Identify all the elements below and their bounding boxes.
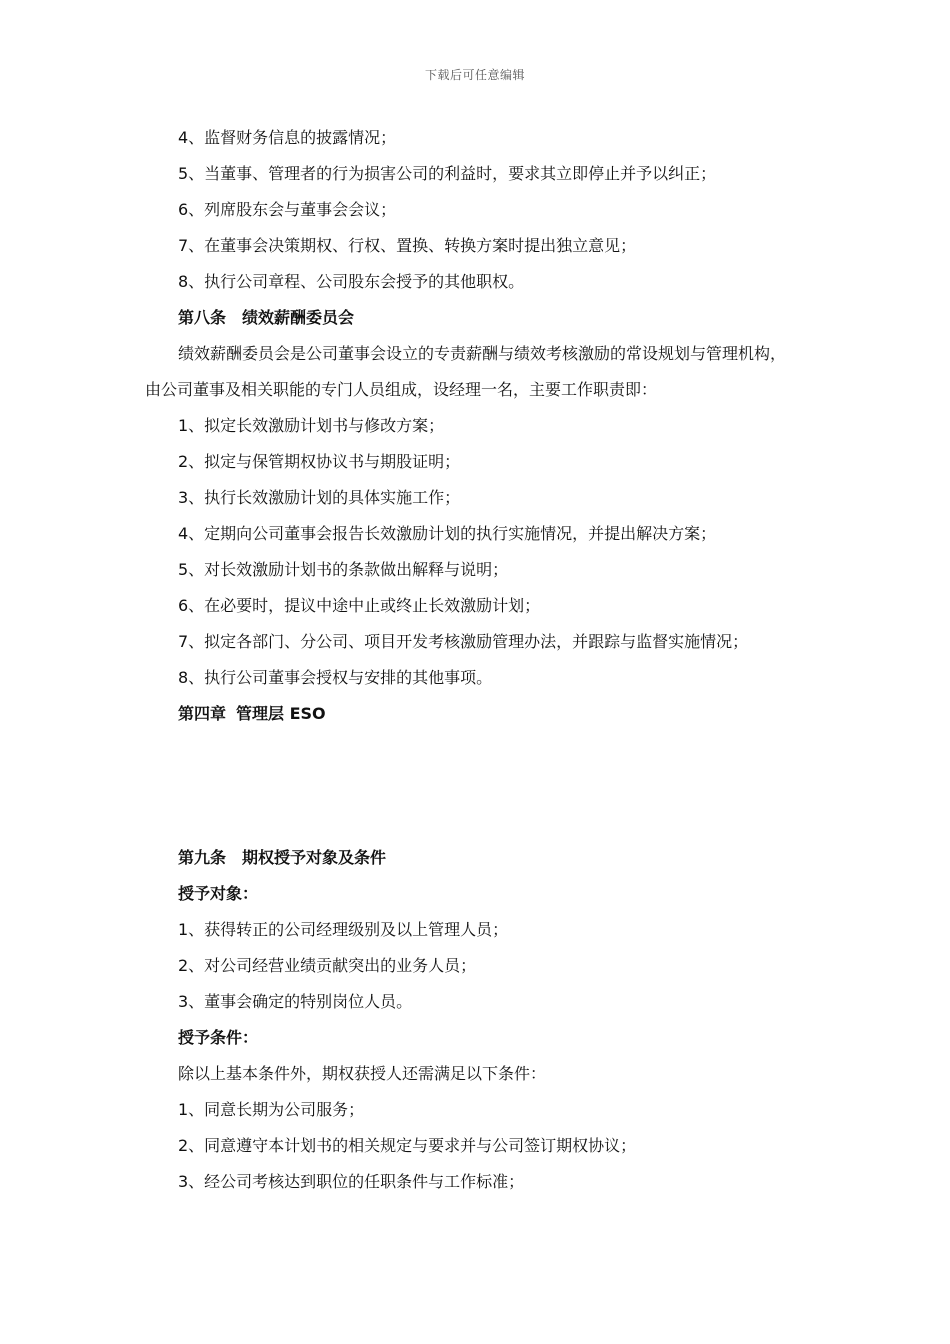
list-item: 4、定期向公司董事会报告长效激励计划的执行实施情况，并提出解决方案； — [178, 524, 717, 543]
list-item: 8、执行公司董事会授权与安排的其他事项。 — [178, 668, 493, 687]
list-item: 3、执行长效激励计划的具体实施工作； — [178, 488, 461, 507]
article-8-heading — [178, 308, 354, 328]
list-item: 7、在董事会决策期权、行权、置换、转换方案时提出独立意见； — [178, 236, 637, 255]
list-item: 1、获得转正的公司经理级别及以上管理人员； — [178, 920, 509, 939]
chapter-title: 管理层 ESO — [236, 704, 326, 723]
list-item: 3、经公司考核达到职位的任职条件与工作标准； — [178, 1172, 525, 1191]
chapter-4-heading — [178, 704, 326, 724]
list-item: 2、拟定与保管期权协议书与期股证明； — [178, 452, 461, 471]
list-item: 7、拟定各部门、分公司、项目开发考核激励管理办法，并跟踪与监督实施情况； — [178, 632, 749, 651]
list-item: 5、当董事、管理者的行为损害公司的利益时，要求其立即停止并予以纠正； — [178, 164, 717, 183]
chapter-number: 第四章 — [178, 704, 227, 723]
list-item: 1、同意长期为公司服务； — [178, 1100, 365, 1119]
list-item: 2、同意遵守本计划书的相关规定与要求并与公司签订期权协议； — [178, 1136, 637, 1155]
article-title: 绩效薪酬委员会 — [242, 308, 355, 327]
list-item: 8、执行公司章程、公司股东会授予的其他职权。 — [178, 272, 525, 291]
list-item: 6、列席股东会与董事会会议； — [178, 200, 397, 219]
article-9-heading — [178, 848, 386, 868]
page-header: 下载后可任意编辑 — [424, 68, 525, 82]
list-item: 2、对公司经营业绩贡献突出的业务人员； — [178, 956, 477, 975]
article-title: 期权授予对象及条件 — [242, 848, 387, 867]
article-number: 第八条 — [178, 308, 227, 327]
paragraph-line: 绩效薪酬委员会是公司董事会设立的专责薪酬与绩效考核激励的常设规划与管理机构， — [178, 344, 787, 363]
section-label: 授予对象： — [178, 884, 259, 903]
list-item: 3、董事会确定的特别岗位人员。 — [178, 992, 413, 1011]
list-item: 6、在必要时，提议中途中止或终止长效激励计划； — [178, 596, 541, 615]
list-item: 4、监督财务信息的披露情况； — [178, 128, 397, 147]
list-item: 1、拟定长效激励计划书与修改方案； — [178, 416, 445, 435]
section-label: 授予条件： — [178, 1028, 259, 1047]
paragraph-line: 除以上基本条件外，期权获授人还需满足以下条件： — [178, 1064, 547, 1083]
list-item: 5、对长效激励计划书的条款做出解释与说明； — [178, 560, 509, 579]
paragraph-line: 由公司董事及相关职能的专门人员组成，设经理一名，主要工作职责即： — [145, 380, 658, 399]
article-number: 第九条 — [178, 848, 227, 867]
